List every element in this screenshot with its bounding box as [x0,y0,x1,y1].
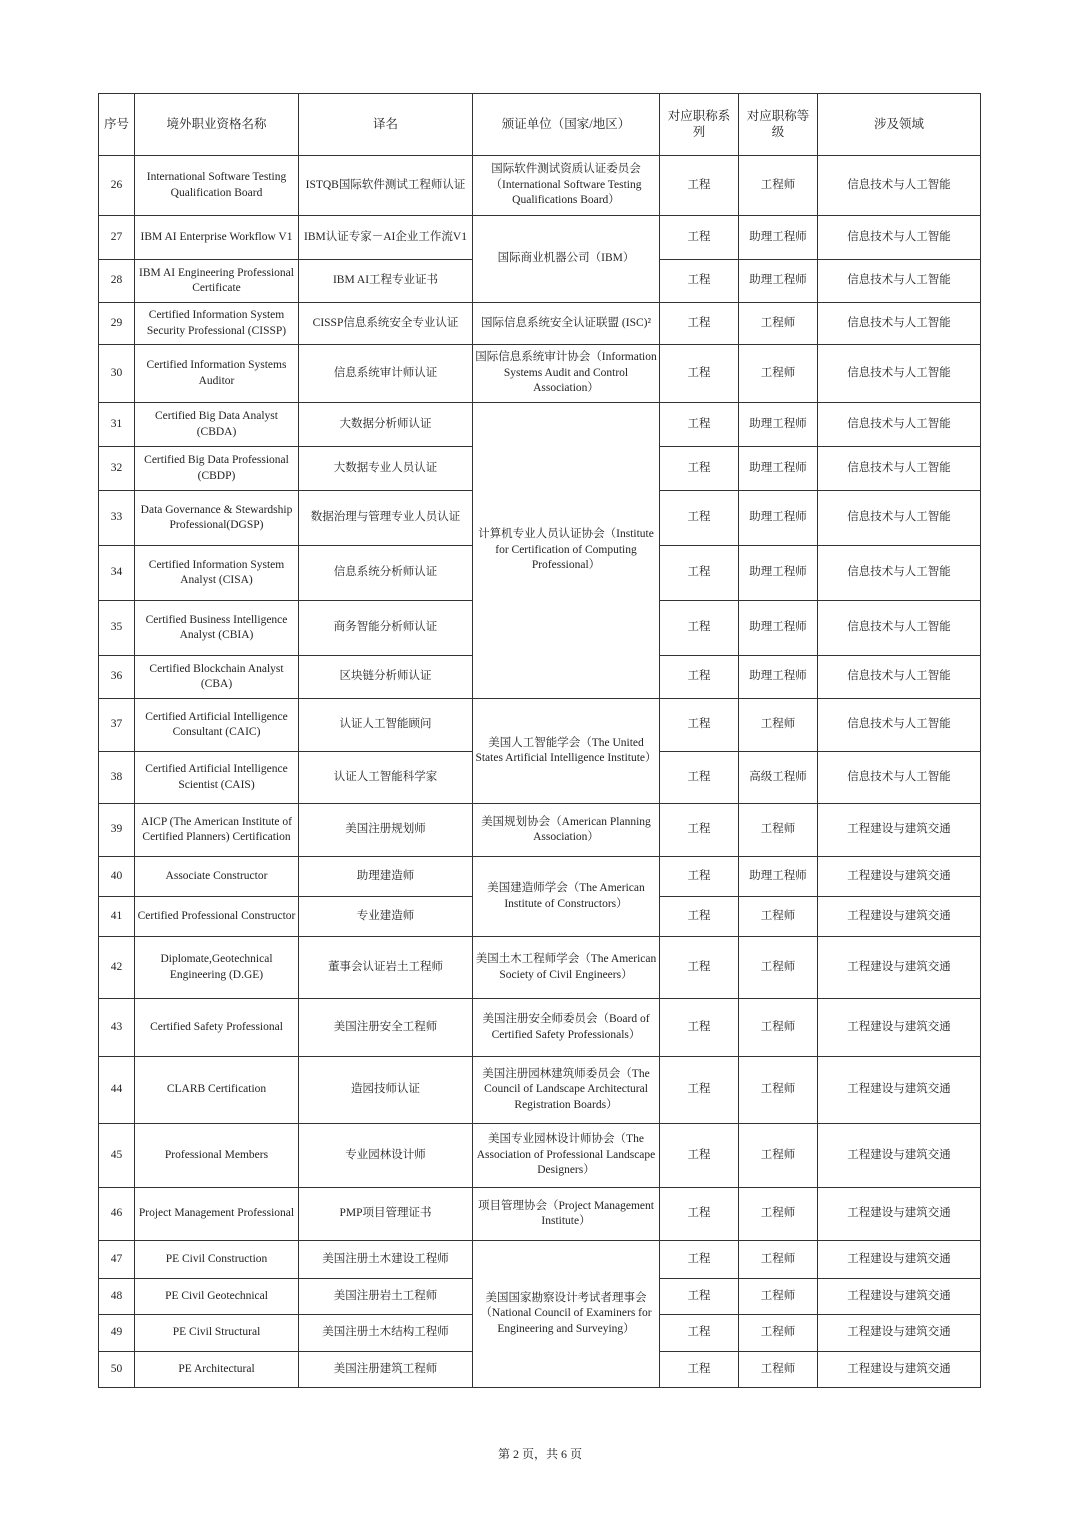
translated-name: 区块链分析师认证 [299,656,473,699]
row-number: 40 [99,857,135,897]
field: 信息技术与人工智能 [818,260,981,303]
title-series: 工程 [660,752,739,804]
field: 工程建设与建筑交通 [818,999,981,1057]
field: 工程建设与建筑交通 [818,937,981,999]
title-level: 助理工程师 [739,601,818,656]
qualification-name: Associate Constructor [135,857,299,897]
field: 工程建设与建筑交通 [818,857,981,897]
row-number: 29 [99,303,135,345]
title-series: 工程 [660,546,739,601]
qualification-name: Professional Members [135,1124,299,1188]
row-number: 38 [99,752,135,804]
title-series: 工程 [660,491,739,546]
qualification-name: AICP (The American Institute of Certified Planners) Certification [135,804,299,857]
table-row [99,216,981,260]
title-level: 工程师 [739,1315,818,1352]
title-level: 工程师 [739,303,818,345]
title-series: 工程 [660,699,739,752]
issuing-authority: 美国注册园林建筑师委员会（The Council of Landscape Architectural Registration Boards） [473,1057,660,1124]
field: 工程建设与建筑交通 [818,1188,981,1241]
issuing-authority: 美国土木工程师学会（The American Society of Civil Engineers） [473,937,660,999]
qualification-name: IBM AI Enterprise Workflow V1 [135,216,299,260]
title-level: 助理工程师 [739,216,818,260]
table-row [99,857,981,897]
field: 信息技术与人工智能 [818,656,981,699]
issuing-authority: 美国人工智能学会（The United States Artificial Intelligence Institute） [473,699,660,804]
issuing-authority: 美国规划协会（American Planning Association） [473,804,660,857]
table-row [99,1241,981,1279]
issuing-authority: 计算机专业人员认证协会（Institute for Certification of Computing Professional） [473,403,660,699]
translated-name: PMP项目管理证书 [299,1188,473,1241]
translated-name: 美国注册建筑工程师 [299,1352,473,1388]
title-level: 工程师 [739,897,818,937]
row-number: 27 [99,216,135,260]
qualification-name: Certified Information Systems Auditor [135,345,299,403]
translated-name: IBM AI工程专业证书 [299,260,473,303]
translated-name: ISTQB国际软件测试工程师认证 [299,156,473,216]
title-series: 工程 [660,1352,739,1388]
title-series: 工程 [660,1241,739,1279]
title-series: 工程 [660,1188,739,1241]
table-row [99,1188,981,1241]
table-row [99,1057,981,1124]
translated-name: 美国注册土木建设工程师 [299,1241,473,1279]
title-level: 助理工程师 [739,403,818,447]
qualification-name: Certified Artificial Intelligence Consultant (CAIC) [135,699,299,752]
table-row [99,999,981,1057]
field: 工程建设与建筑交通 [818,1124,981,1188]
header-level: 对应职称等级 [739,94,818,156]
row-number: 45 [99,1124,135,1188]
translated-name: 数据治理与管理专业人员认证 [299,491,473,546]
translated-name: 信息系统审计师认证 [299,345,473,403]
qualification-name: Certified Artificial Intelligence Scientist (CAIS) [135,752,299,804]
title-series: 工程 [660,937,739,999]
field: 信息技术与人工智能 [818,303,981,345]
translated-name: IBM认证专家－AI企业工作流V1 [299,216,473,260]
row-number: 32 [99,447,135,491]
qualification-name: PE Civil Structural [135,1315,299,1352]
qualification-name: Certified Blockchain Analyst (CBA) [135,656,299,699]
field: 信息技术与人工智能 [818,345,981,403]
title-level: 工程师 [739,1352,818,1388]
header-authority: 颁证单位（国家/地区） [473,94,660,156]
field: 信息技术与人工智能 [818,447,981,491]
table-row [99,156,981,216]
title-series: 工程 [660,303,739,345]
title-series: 工程 [660,656,739,699]
row-number: 34 [99,546,135,601]
field: 工程建设与建筑交通 [818,897,981,937]
row-number: 49 [99,1315,135,1352]
translated-name: 美国注册规划师 [299,804,473,857]
title-level: 工程师 [739,1124,818,1188]
field: 工程建设与建筑交通 [818,1241,981,1279]
table-row [99,303,981,345]
qualification-name: Certified Big Data Professional (CBDP) [135,447,299,491]
translated-name: 信息系统分析师认证 [299,546,473,601]
qualification-name: Certified Big Data Analyst (CBDA) [135,403,299,447]
qualification-name: Data Governance & Stewardship Professional(DGSP) [135,491,299,546]
row-number: 46 [99,1188,135,1241]
title-level: 工程师 [739,804,818,857]
field: 工程建设与建筑交通 [818,1057,981,1124]
issuing-authority: 国际信息系统审计协会（Information Systems Audit and Control Association） [473,345,660,403]
title-level: 助理工程师 [739,260,818,303]
field: 工程建设与建筑交通 [818,804,981,857]
title-level: 工程师 [739,999,818,1057]
title-level: 工程师 [739,937,818,999]
row-number: 36 [99,656,135,699]
issuing-authority: 美国专业园林设计师协会（The Association of Professional Landscape Designers） [473,1124,660,1188]
qualification-name: Certified Information System Analyst (CISA) [135,546,299,601]
qualification-name: Certified Business Intelligence Analyst (CBIA) [135,601,299,656]
qualification-name: International Software Testing Qualification Board [135,156,299,216]
qualification-name: Certified Safety Professional [135,999,299,1057]
row-number: 42 [99,937,135,999]
title-series: 工程 [660,260,739,303]
row-number: 41 [99,897,135,937]
qualification-table [98,93,981,1388]
title-level: 工程师 [739,1241,818,1279]
qualification-name: PE Civil Construction [135,1241,299,1279]
issuing-authority: 国际软件测试资质认证委员会（International Software Testing Qualifications Board） [473,156,660,216]
title-level: 助理工程师 [739,447,818,491]
title-level: 助理工程师 [739,656,818,699]
translated-name: 认证人工智能顾问 [299,699,473,752]
translated-name: 造园技师认证 [299,1057,473,1124]
header-name: 境外职业资格名称 [135,94,299,156]
field: 工程建设与建筑交通 [818,1279,981,1315]
issuing-authority: 项目管理协会（Project Management Institute） [473,1188,660,1241]
row-number: 44 [99,1057,135,1124]
field: 信息技术与人工智能 [818,403,981,447]
row-number: 35 [99,601,135,656]
translated-name: 董事会认证岩土工程师 [299,937,473,999]
title-level: 工程师 [739,699,818,752]
title-level: 工程师 [739,1057,818,1124]
translated-name: 美国注册岩土工程师 [299,1279,473,1315]
title-series: 工程 [660,216,739,260]
field: 工程建设与建筑交通 [818,1352,981,1388]
title-series: 工程 [660,403,739,447]
row-number: 39 [99,804,135,857]
title-series: 工程 [660,1124,739,1188]
table-row [99,699,981,752]
field: 信息技术与人工智能 [818,491,981,546]
title-level: 高级工程师 [739,752,818,804]
row-number: 50 [99,1352,135,1388]
translated-name: 美国注册土木结构工程师 [299,1315,473,1352]
row-number: 31 [99,403,135,447]
qualification-name: CLARB Certification [135,1057,299,1124]
table-row [99,403,981,447]
row-number: 33 [99,491,135,546]
row-number: 30 [99,345,135,403]
title-level: 工程师 [739,1279,818,1315]
page-footer: 第 2 页，共 6 页 [497,1447,582,1461]
qualification-name: Certified Information System Security Professional (CISSP) [135,303,299,345]
translated-name: 专业园林设计师 [299,1124,473,1188]
translated-name: 美国注册安全工程师 [299,999,473,1057]
row-number: 43 [99,999,135,1057]
issuing-authority: 美国建造师学会（The American Institute of Constructors） [473,857,660,937]
translated-name: 大数据专业人员认证 [299,447,473,491]
qualification-name: PE Civil Geotechnical [135,1279,299,1315]
header-field: 涉及领域 [818,94,981,156]
field: 工程建设与建筑交通 [818,1315,981,1352]
translated-name: 大数据分析师认证 [299,403,473,447]
title-series: 工程 [660,1057,739,1124]
qualification-name: Diplomate,Geotechnical Engineering (D.GE) [135,937,299,999]
row-number: 28 [99,260,135,303]
issuing-authority: 美国国家勘察设计考试者理事会（National Council of Examiners for Engineering and Surveying） [473,1241,660,1388]
title-series: 工程 [660,447,739,491]
title-series: 工程 [660,156,739,216]
header-series: 对应职称系列 [660,94,739,156]
field: 信息技术与人工智能 [818,699,981,752]
header-row [99,94,981,156]
qualification-name: Project Management Professional [135,1188,299,1241]
title-series: 工程 [660,999,739,1057]
title-series: 工程 [660,897,739,937]
row-number: 48 [99,1279,135,1315]
title-level: 工程师 [739,1188,818,1241]
field: 信息技术与人工智能 [818,156,981,216]
translated-name: 商务智能分析师认证 [299,601,473,656]
row-number: 37 [99,699,135,752]
translated-name: CISSP信息系统安全专业认证 [299,303,473,345]
title-level: 助理工程师 [739,546,818,601]
translated-name: 认证人工智能科学家 [299,752,473,804]
qualification-name: Certified Professional Constructor [135,897,299,937]
title-level: 工程师 [739,345,818,403]
title-level: 工程师 [739,156,818,216]
table-row [99,1124,981,1188]
header-no: 序号 [99,94,135,156]
title-series: 工程 [660,1315,739,1352]
title-series: 工程 [660,1279,739,1315]
title-level: 助理工程师 [739,491,818,546]
qualification-name: PE Architectural [135,1352,299,1388]
issuing-authority: 美国注册安全师委员会（Board of Certified Safety Professionals） [473,999,660,1057]
field: 信息技术与人工智能 [818,601,981,656]
title-series: 工程 [660,857,739,897]
field: 信息技术与人工智能 [818,546,981,601]
header-translation: 译名 [299,94,473,156]
title-series: 工程 [660,601,739,656]
translated-name: 助理建造师 [299,857,473,897]
issuing-authority: 国际商业机器公司（IBM） [473,216,660,303]
table-row [99,345,981,403]
field: 信息技术与人工智能 [818,752,981,804]
translated-name: 专业建造师 [299,897,473,937]
table-row [99,804,981,857]
field: 信息技术与人工智能 [818,216,981,260]
row-number: 47 [99,1241,135,1279]
issuing-authority: 国际信息系统安全认证联盟 (ISC)² [473,303,660,345]
table-row [99,937,981,999]
row-number: 26 [99,156,135,216]
qualification-name: IBM AI Engineering Professional Certificate [135,260,299,303]
title-level: 助理工程师 [739,857,818,897]
title-series: 工程 [660,345,739,403]
title-series: 工程 [660,804,739,857]
